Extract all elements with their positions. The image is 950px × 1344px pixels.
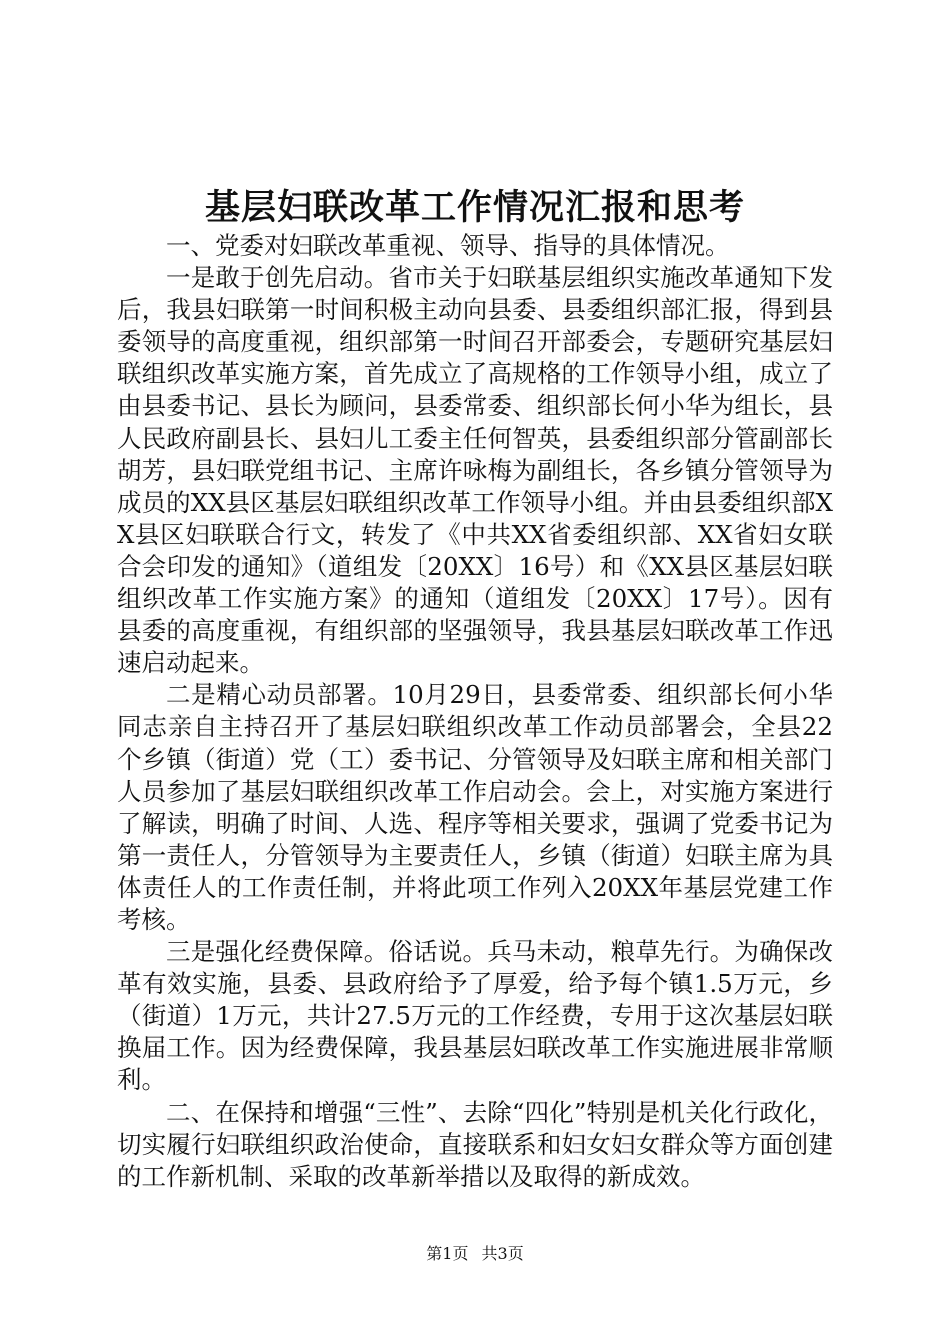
paragraph-section-one-heading: 一、党委对妇联改革重视、领导、指导的具体情况。	[166, 231, 730, 260]
paragraph-first-point: 一是敢于创先启动。省市关于妇联基层组织实施改革通知下发后，我县妇联第一时间积极主动向县委、县委组织部汇报，得到县委领导的高度重视，组织部第一时间召开部委会，专题研究基层妇联组织改革实施方案，首先成立了高规格的工作领导小组，成立了由县委书记、县长为顾问，县委常委、组织部长何小华为组长，县人民政府副县长、县妇儿工委主任何智英，县委组织部分管副部长胡芳，县妇联党组书记、主席许咏梅为副组长，各乡镇分管领导为成员的XX县区基层妇联组织改革工作领导小组。并由县委组织部XX县区妇联联合行文，转发了《中共XX省委组织部、XX省妇女联合会印发的通知》（道组发〔20XX〕16号）和《XX县区基层妇联组织改革工作实施方案》的通知（道组发〔20XX〕17号）。因有县委的高度重视，有组织部的坚强领导，我县基层妇联改革工作迅速启动起来。	[117, 263, 833, 678]
page-footer	[0, 1242, 950, 1266]
document-body	[117, 230, 833, 1193]
paragraph-third-point: 三是强化经费保障。俗话说。兵马未动，粮草先行。为确保改革有效实施，县委、县政府给予了厚爱，给予每个镇1.5万元，乡（街道）1万元，共计27.5万元的工作经费，专用于这次基层妇联换届工作。因为经费保障，我县基层妇联改革工作实施进展非常顺利。	[117, 937, 833, 1095]
page-total: 共3页	[481, 1244, 524, 1263]
page-number: 第1页	[426, 1244, 469, 1263]
paragraph-second-point: 二是精心动员部署。10月29日，县委常委、组织部长何小华同志亲自主持召开了基层妇联组织改革工作动员部署会，全县22个乡镇（街道）党（工）委书记、分管领导及妇联主席和相关部门人员参加了基层妇联组织改革工作启动会。会上，对实施方案进行了解读，明确了时间、人选、程序等相关要求，强调了党委书记为第一责任人，分管领导为主要责任人，乡镇（街道）妇联主席为具体责任人的工作责任制，并将此项工作列入20XX年基层党建工作考核。	[117, 680, 833, 934]
paragraph-section-two-heading: 二、在保持和增强“三性”、去除“四化”特别是机关化行政化，切实履行妇联组织政治使命，直接联系和妇女妇女群众等方面创建的工作新机制、采取的改革新举措以及取得的新成效。	[117, 1097, 833, 1191]
document-title: 基层妇联改革工作情况汇报和思考	[204, 187, 745, 228]
